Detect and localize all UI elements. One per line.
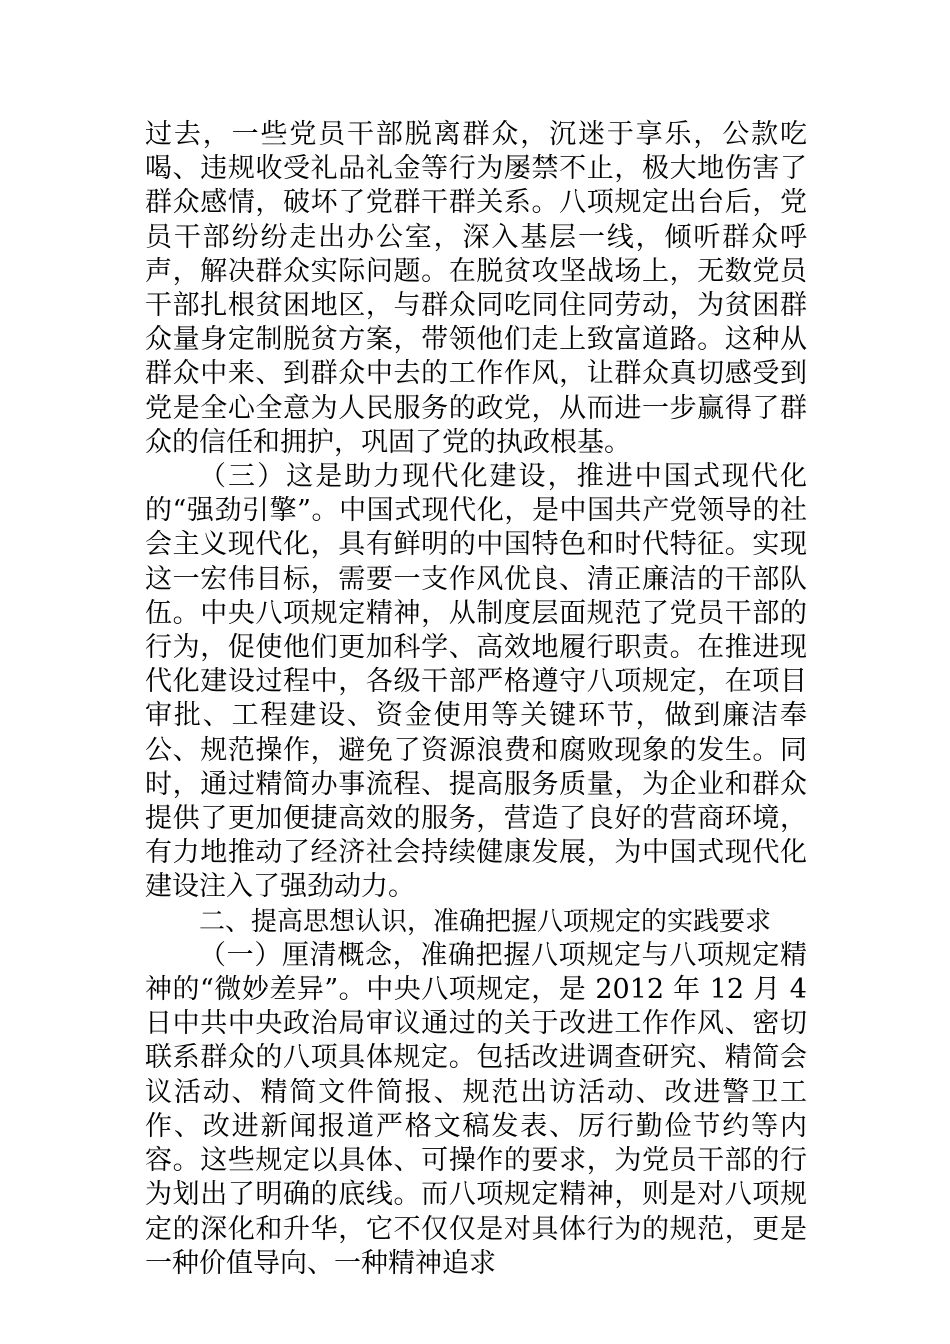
paragraph-section-three: （三）这是助力现代化建设，推进中国式现代化的“强劲引擎”。中国式现代化，是中国共产党领导的社会主义现代化，具有鲜明的中国特色和时代特征。实现这一宏伟目标，需要一支作风优良、清正廉洁的干部队伍。中央八项规定精神，从制度层面规范了党员干部的行为，促使他们更加科学、高效地履行职责。在推进现代化建设过程中，各级干部严格遵守八项规定，在项目审批、工程建设、资金使用等关键环节，做到廉洁奉公、规范操作，避免了资源浪费和腐败现象的发生。同时，通过精简办事流程、提高服务质量，为企业和群众提供了更加便捷高效的服务，营造了良好的营商环境，有力地推动了经济社会持续健康发展，为中国式现代化建设注入了强劲动力。 bbox=[145, 461, 807, 903]
document-body bbox=[145, 118, 807, 1281]
paragraph-subsection-one: （一）厘清概念，准确把握八项规定与八项规定精神的“微妙差异”。中央八项规定，是 2012 年 12 月 4 日中共中央政治局审议通过的关于改进工作作风、密切联系群众的八项具体规定。包括改进调查研究、精简会议活动、精简文件简报、规范出访活动、改进警卫工作、改进新闻报道严格文稿发表、厉行勤俭节约等内容。这些规定以具体、可操作的要求，为党员干部的行为划出了明确的底线。而八项规定精神，则是对八项规定的深化和升华，它不仅仅是对具体行为的规范，更是一种价值导向、一种精神追求 bbox=[145, 939, 807, 1279]
paragraph-continuation: 过去，一些党员干部脱离群众，沉迷于享乐，公款吃喝、违规收受礼品礼金等行为屡禁不止，极大地伤害了群众感情，破坏了党群干群关系。八项规定出台后，党员干部纷纷走出办公室，深入基层一线，倾听群众呼声，解决群众实际问题。在脱贫攻坚战场上，无数党员干部扎根贫困地区，与群众同吃同住同劳动，为贫困群众量身定制脱贫方案，带领他们走上致富道路。这种从群众中来、到群众中去的工作作风，让群众真切感受到党是全心全意为人民服务的政党，从而进一步赢得了群众的信任和拥护，巩固了党的执政根基。 bbox=[145, 119, 807, 458]
section-heading-two: 二、提高思想认识，准确把握八项规定的实践要求 bbox=[199, 906, 772, 937]
